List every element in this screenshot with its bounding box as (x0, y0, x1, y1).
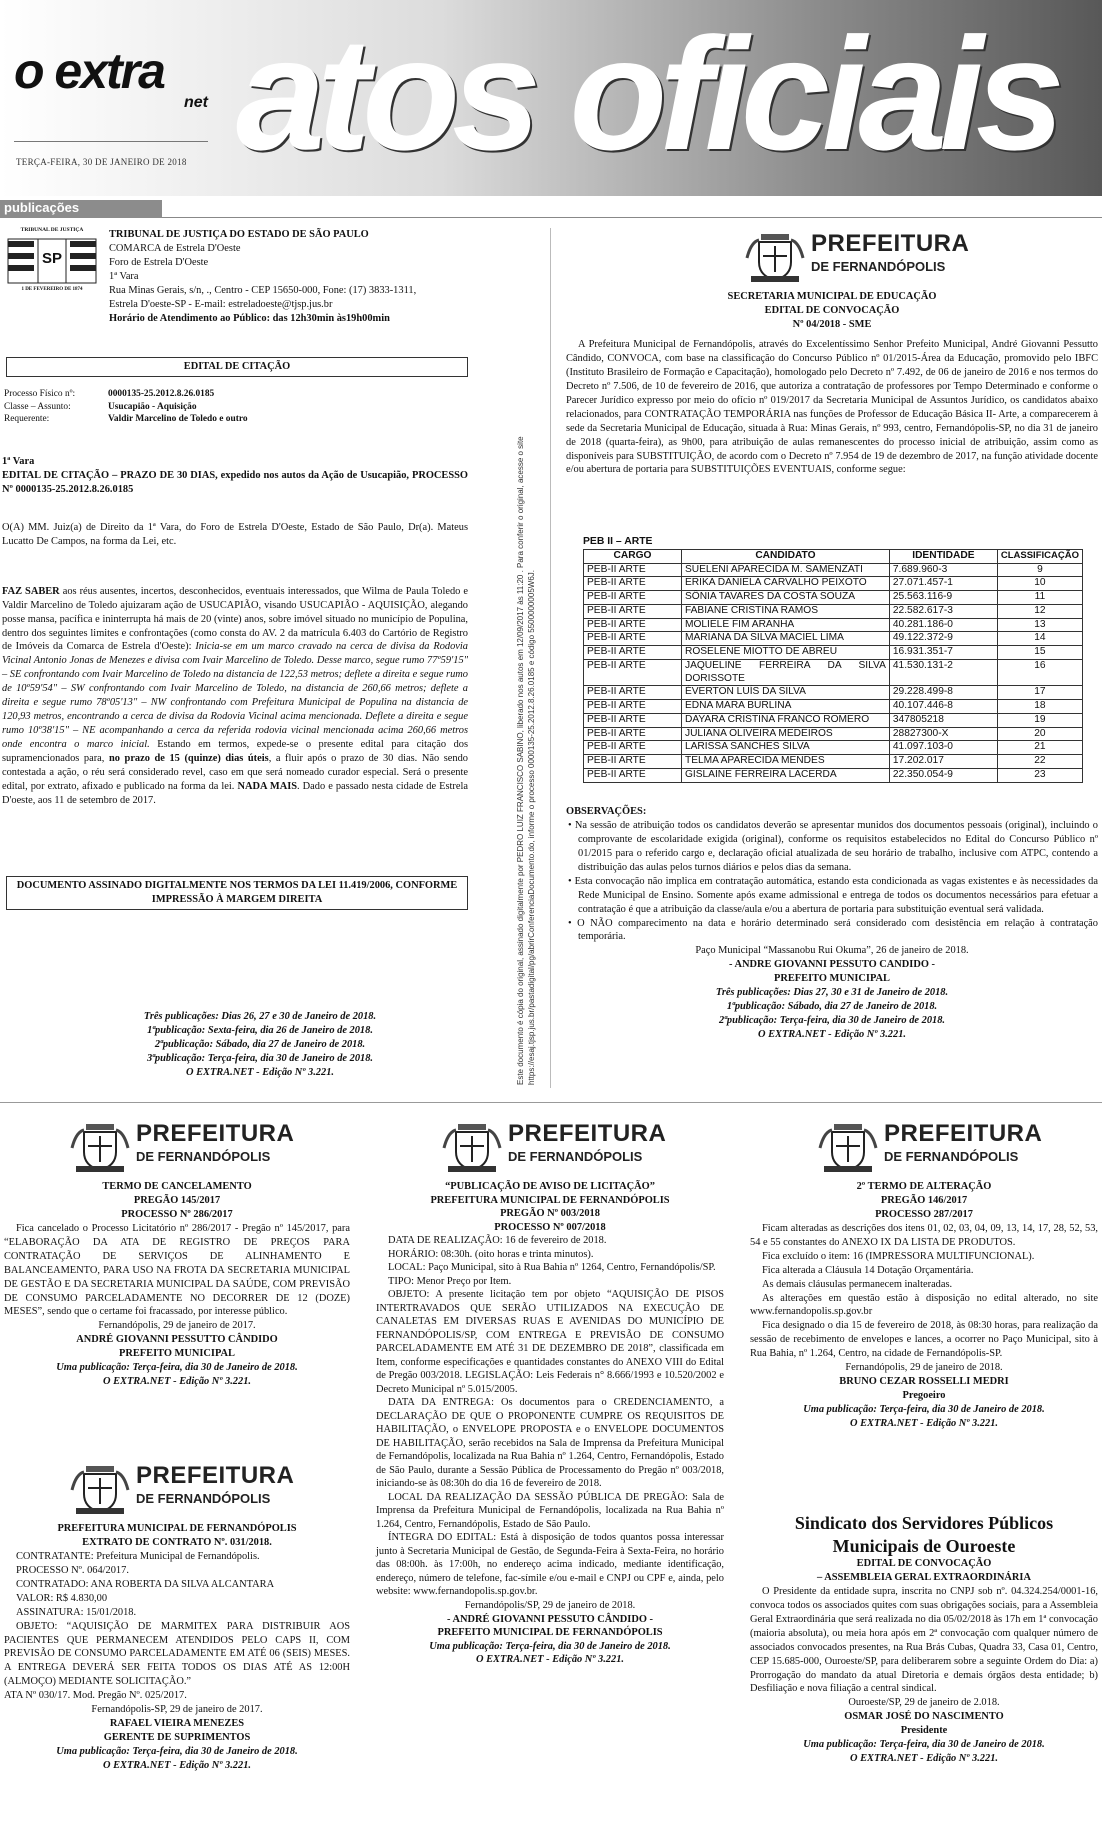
logo-title: PREFEITURA (508, 1120, 667, 1147)
court-seal (4, 227, 100, 303)
municipal-coat-of-arms-icon (70, 1118, 130, 1174)
cell-candidato: LARISSA SANCHES SILVA (681, 741, 889, 755)
court-hours: Horário de Atendimento ao Público: das 12h30min às19h00min (109, 312, 390, 324)
obs-item: • Na sessão de atribuição todos os candidatos deverão se apresentar munidos dos documentos pessoais (original), incluindo o comprovante de escolaridade exigida (original), conforme os requisitos estabelecidos no Edital do Concurso Público nº 01/2015 para o referido cargo e, declaração oficial atualizada de seu horário de trabalho, inclusive com ATPC, contendo a distribuição das aulas pelos turnos diários e pelos dias da semana. (568, 819, 1098, 873)
edital-heading: EDITAL DE CITAÇÃO – PRAZO DE 30 DIAS, expedido nos autos da Ação de Usucapião, PROCESSO Nº 0000135-25.2012.8.26.0185 (2, 469, 468, 495)
alter-p4: As demais cláusulas permanecem inalteradas. (762, 1278, 953, 1290)
cell-candidato: ERIKA DANIELA CARVALHO PEIXOTO (681, 577, 889, 591)
contract-contratado: CONTRATADO: ANA ROBERTA DA SILVA ALCANTARA (16, 1578, 275, 1590)
cell-classificacao: 14 (997, 632, 1082, 646)
section-rule (162, 217, 1102, 218)
licit-tipo: TIPO: Menor Preço por Item. (388, 1275, 512, 1287)
tj-publications (40, 1010, 480, 1080)
logo-subtitle: DE FERNANDÓPOLIS (811, 259, 946, 274)
union-title: Sindicato dos Servidores Públicos Municipais de Ouroeste (794, 1513, 1054, 1556)
licit-pub-1: Uma publicação: Terça-feira, dia 30 de Janeiro de 2018. (429, 1640, 671, 1652)
col-cargo: CARGO (584, 549, 682, 563)
col-candidato: CANDIDATO (681, 549, 889, 563)
cancel-pub-1: Uma publicação: Terça-feira, dia 30 de Janeiro de 2018. (56, 1362, 298, 1374)
obs-2: Esta convocação não implica em contratação automática, estando esta condicionada as vagas existentes e às necessidades da Rede Municipal de Ensino. Somente após exame admissional e entrega de todos os documentos necessários para efetuar a contratação é que a atribuição da classe/aula e/ou a abertura de portaria para substituição eventual será validada. (574, 875, 1098, 915)
cell-identidade: 17.202.017 (889, 755, 997, 769)
column-divider (550, 228, 551, 1088)
edital-title-box: EDITAL DE CITAÇÃO (6, 357, 468, 377)
judge-line: O(A) MM. Juiz(a) de Direito da 1ª Vara, do Foro de Estrela D'Oeste, Estado de São Paulo, Dr(a). Mateus Lucatto De Campos, na forma da Lei, etc. (2, 521, 468, 547)
licit-signature-role: PREFEITO MUNICIPAL DE FERNANDÓPOLIS (437, 1627, 663, 1639)
logo-subtitle: DE FERNANDÓPOLIS (508, 1149, 643, 1164)
edital-text-4: . Dado e passado nesta cidade de Estrela D'oeste, aos 11 de setembro de 2017. (2, 780, 468, 806)
cell-cargo: PEB-II ARTE (584, 646, 682, 660)
licit-local-sessao: LOCAL DA REALIZAÇÃO DA SESSÃO PÚBLICA DE PREGÃO: Sala de Imprensa da Prefeitura Municipal de Fernandópolis, localizada na Rua Bahia nº 1.264, Centro, Fernandópolis, Estado de São Paulo. (376, 1491, 724, 1530)
foro: Foro de Estrela D'Oeste (109, 256, 209, 268)
cancel-body: Fica cancelado o Processo Licitatório nº 286/2017 - Pregão nº 145/2017, para “ELABORAÇÃO DA ATA DE REGISTRO DE PREÇOS PARA CONTRATAÇÃO DE SERVIÇOS DE ALINHAMENTO E BALANCEAMENTO, PARA USO NA FROTA DA SECRETARIA MUNICIPAL DE GESTÃO E DA SECRETARIA MUNICIPAL DA SAÚDE, COM PREVISÃO DE CONSUMO PARCELADAMENTE NO DECORRER DE 12 (DOZE) MESES”, sendo que o certame foi fracassado, por interesse público. (4, 1222, 350, 1318)
cell-classificacao: 17 (997, 686, 1082, 700)
contract-signature-role: GERENTE DE SUPRIMENTOS (103, 1732, 251, 1744)
cancel-date: Fernandópolis, 29 de janeiro de 2017. (98, 1320, 256, 1332)
alter-signature-role: Pregoeiro (902, 1390, 946, 1402)
cell-candidato: TELMA APARECIDA MENDES (681, 755, 889, 769)
licit-objeto: OBJETO: A presente licitação tem por objeto “AQUISIÇÃO DE PISOS INTERTRAVADOS QUE SERÃO UTILIZADOS NA EXECUÇÃO DE CANALETAS EM DIVERSAS RUAS E AVENIDAS DO MUNICÍPIO DE FERNANDÓPOLIS/SP, COM ENTREGA E PREVISÃO DE CONSUMO PARCELADAMENTE EM ATÉ 31 DE DEZEMBRO DE 2018”, classificada em Item, conforme especificações e quantidades constantes do ANEXO VIII do Edital de Pregão 003/2018. LEGISLAÇÃO: Leis Federais n° 8.666/1993 e 10.520/2002 e Decreto Municipal nº 5.015/2005. (376, 1289, 724, 1395)
table-row (584, 700, 1083, 714)
licit-integra: ÍNTEGRA DO EDITAL: Está à disposição de todos quantos possa interessar junto à Secretaria Municipal de Gestão, de Segunda-Feira à Sexta-Feira, no horário das 08:00h. às 17:00h, no endereço acima indicado, mediante identificação, endereço, número de telefone, fac-símile e/ou e-mail e CNPJ ou CPF e, ainda, pelo website: www.fernandopolis.sp.gov.br. (376, 1532, 724, 1598)
section-tab (0, 200, 162, 218)
cell-candidato: ÉVERTON LUÍS DA SILVA (681, 686, 889, 700)
union-assembly: – ASSEMBLEIA GERAL EXTRAORDINÁRIA (817, 1571, 1031, 1583)
faz-saber: FAZ SABER (2, 585, 60, 597)
sme-number: Nº 04/2018 - SME (792, 318, 872, 330)
masthead-rule (14, 141, 208, 142)
alter-logo (818, 1118, 1058, 1176)
logo-title: PREFEITURA (136, 1120, 295, 1147)
cell-cargo: PEB-II ARTE (584, 659, 682, 686)
contract-pub-1: Uma publicação: Terça-feira, dia 30 de Janeiro de 2018. (56, 1746, 298, 1757)
cell-cargo: PEB-II ARTE (584, 755, 682, 769)
alter-date: Fernandópolis, 29 de janeiro de 2018. (845, 1362, 1003, 1374)
union-pub-1: Uma publicação: Terça-feira, dia 30 de Janeiro de 2018. (803, 1739, 1045, 1751)
table-row (584, 686, 1083, 700)
obs-title: OBSERVAÇÕES: (566, 806, 647, 817)
comarca: COMARCA de Estrela D'Oeste (109, 242, 241, 254)
col-classificacao: CLASSIFICAÇÃO (997, 549, 1082, 563)
candidates-table (583, 549, 1083, 783)
alter-notice (750, 1180, 1098, 1431)
table-row (584, 755, 1083, 769)
edital-text-1: aos réus ausentes, incertos, desconhecidos, eventuais interessados, que Wilma de Paula Toledo e Valdir Marcelino de Toledo ajuizaram ação de USUCAPIÃO, visando USUCAPIÃO - AQUISIÇÃO, alegando posse mansa, pacífica e ininterrupta há mais de 20 (vinte) anos, sobre imóvel situado no município de Populina, dentro dos seguintes limites e confrontações (como consta do AV. 2 da matrícula 6.403 do Cartório de Registro de Imóveis da Comarca de Estrela d'Oeste): (2, 585, 468, 653)
cell-identidade: 27.071.457-1 (889, 577, 997, 591)
licit-date: Fernandópolis/SP, 29 de janeiro de 2018. (464, 1599, 636, 1611)
cell-identidade: 25.563.116-9 (889, 591, 997, 605)
licit-logo (442, 1118, 682, 1176)
edital-boundaries: Inicia-se em um marco cravado na cerca de divisa da Rodovia Vicinal Antonio Jonas de Menezes e divisa com Ivair Marcelino de Toledo. Desse marco, segue rumo 77º59'15" – SE confrontando com Ivair Marcelino de Toledo na distancia de 122,53 metros; deflete a direita e segue rumo de 10º59'54" – SW confrontando com Ivair Marcelino de Toledo, na distancia de 260,66 metros; deflete a direita e segue rumo 78º05'13" – NW confrontando com Prefeitura Municipal de Populina na distancia de 120,93 metros, encontrando a cerca de divisa da Rodovia Vicinal acima mencionada. Deflete a direita e segue rumo 10º38'15" – NE acompanhando a cerca da referida rodovia vicinal mencionada acima 260,66 metros onde encontra o marco inicial. (2, 641, 468, 750)
brand-net: net (184, 94, 208, 111)
table-row (584, 577, 1083, 591)
cell-classificacao: 13 (997, 618, 1082, 632)
cell-classificacao: 16 (997, 659, 1082, 686)
municipal-coat-of-arms-icon (70, 1460, 130, 1516)
sme-pub-2: 1ªpublicação: Sábado, dia 27 de Janeiro de 2018. (726, 1001, 938, 1013)
table-body (584, 563, 1083, 782)
cell-identidade: 40.281.186-0 (889, 618, 997, 632)
masthead (0, 0, 1102, 196)
cell-candidato: DAYARA CRISTINA FRANCO ROMERO (681, 713, 889, 727)
sme-table-block (583, 535, 1083, 783)
sme-pub-1: Três publicações: Dias 27, 30 e 31 de Janeiro de 2018. (715, 987, 949, 999)
cell-cargo: PEB-II ARTE (584, 591, 682, 605)
alter-title: 2º TERMO DE ALTERAÇÃO (856, 1181, 992, 1192)
process-value: 0000135-25.2012.8.26.0185 (108, 389, 215, 399)
table-row (584, 591, 1083, 605)
licit-title: “PUBLICAÇÃO DE AVISO DE LICITAÇÃO” (445, 1181, 655, 1192)
brand-logo: o extra (14, 43, 164, 99)
cancel-signature-name: ANDRÉ GIOVANNI PESSUTTO CÂNDIDO (76, 1334, 278, 1346)
alter-p3: Fica alterada a Cláusula 14 Dotação Orçamentária. (762, 1264, 974, 1276)
sme-body-text: A Prefeitura Municipal de Fernandópolis, através do Excelentíssimo Senhor Prefeito Municipal, André Giovanni Pessutto Cândido, CONVOCA, com base na classificação do Concurso Público nº 01/2015-Área da Educação, promovido pelo IBFC (Instituto Brasileiro de Formação e Capacitação), homologado pelo Decreto nº 7.492, de 06 de janeiro de 2016 e nos termos do Decreto nº 7.506, de 10 de fevereiro de 2016, que autoriza a contratação de professores por Tempo Determinado e conforme o Parecer Jurídico expresso por meio do ofício nº 019/2017 da Secretaria Municipal de Assuntos Jurídico, os candidatos abaixo relacionados, para CONTRATAÇÃO TEMPORÁRIA nas funções de Professor de Educação Básica II- Arte, a comparecerem à sede da Secretaria Municipal de Educação, situada à Rua: Minas Gerais, nº 993, centro, Fernandópolis-SP, no dia 31 de janeiro de 2018 (quarta-feira), as 9h00, para atribuição de aulas remanescentes do processo inicial de atribuição, assim como as disponíveis para SUBSTITUIÇÃO, de acordo com o Decreto nº 7.954 de 19 de dezembro de 2017, na função atividade docente e/ou abertura de portaria para SUBSTITUIÇÕES EVENTUAIS, conforme segue: (566, 339, 1098, 476)
table-row (584, 618, 1083, 632)
sme-table-title: PEB II – ARTE (583, 536, 653, 547)
municipal-coat-of-arms-icon (818, 1118, 878, 1174)
process-key: Processo Físico nº: (4, 389, 76, 399)
table-row (584, 604, 1083, 618)
edital-text-2: Estando em termos, expede-se o presente edital para citação dos supramencionados para, (2, 739, 468, 764)
contract-contratante: CONTRATANTE: Prefeitura Municipal de Fernandópolis. (16, 1550, 260, 1562)
alter-pregao: PREGÃO 146/2017 (880, 1194, 968, 1206)
cancel-logo (70, 1118, 310, 1176)
cancel-title: TERMO DE CANCELAMENTO (102, 1181, 252, 1192)
cell-classificacao: 23 (997, 768, 1082, 782)
cell-cargo: PEB-II ARTE (584, 563, 682, 577)
union-notice (750, 1512, 1098, 1766)
cell-candidato: EDNA MARA BURLINA (681, 700, 889, 714)
cell-classificacao: 18 (997, 700, 1082, 714)
cell-cargo: PEB-II ARTE (584, 741, 682, 755)
cell-candidato: FABIANE CRISTINA RAMOS (681, 604, 889, 618)
cancel-signature-role: PREFEITO MUNICIPAL (119, 1348, 235, 1360)
sme-signature-role: PREFEITO MUNICIPAL (774, 973, 890, 985)
process-info (4, 388, 464, 426)
cell-candidato: JULIANA OLIVEIRA MEDEIROS (681, 727, 889, 741)
edital-deadline: no prazo de 15 (quinze) dias úteis (108, 752, 269, 764)
cell-identidade: 22.582.617-3 (889, 604, 997, 618)
contract-assinatura: ASSINATURA: 15/01/2018. (16, 1606, 137, 1618)
contract-ata: ATA Nº 030/17. Mod. Pregão Nº. 025/2017. (4, 1690, 187, 1702)
masthead-title: atos oficiais (236, 4, 1057, 183)
class-value: Usucapião - Aquisição (108, 401, 197, 412)
cell-candidato: GISLAINE FERREIRA LACERDA (681, 768, 889, 782)
alter-pub-1: Uma publicação: Terça-feira, dia 30 de Janeiro de 2018. (803, 1404, 1045, 1415)
tj-pub-1: Três publicações: Dias 26, 27 e 30 de Janeiro de 2018. (143, 1011, 377, 1022)
contract-processo: PROCESSO Nº. 064/2017. (16, 1564, 129, 1576)
cell-identidade: 7.689.960-3 (889, 563, 997, 577)
municipal-coat-of-arms-icon (442, 1118, 502, 1174)
cell-identidade: 29.228.499-8 (889, 686, 997, 700)
plaintiff-value: Valdir Marcelino de Toledo e outro (108, 414, 248, 425)
contract-pub-2: O EXTRA.NET - Edição Nº 3.221. (102, 1759, 251, 1771)
tj-pub-2: 1ªpublicação: Sexta-feira, dia 26 de Janeiro de 2018. (147, 1024, 373, 1036)
logo-title: PREFEITURA (811, 230, 970, 257)
sme-heading (566, 290, 1098, 332)
seal-monogram: SP (41, 250, 62, 267)
licit-processo: PROCESSO Nº 007/2018 (494, 1221, 606, 1233)
nada-mais: NADA MAIS (237, 780, 298, 792)
cell-cargo: PEB-II ARTE (584, 700, 682, 714)
cancel-processo: PROCESSO Nº 286/2017 (121, 1208, 233, 1220)
alter-signature-name: BRUNO CEZAR ROSSELLI MEDRI (839, 1376, 1009, 1388)
cell-classificacao: 11 (997, 591, 1082, 605)
alter-processo: PROCESSO 287/2017 (875, 1208, 973, 1220)
cell-cargo: PEB-II ARTE (584, 618, 682, 632)
logo-title: PREFEITURA (136, 1462, 295, 1489)
sme-body (566, 338, 1098, 477)
sme-logo (745, 228, 985, 286)
logo-subtitle: DE FERNANDÓPOLIS (136, 1491, 271, 1506)
cell-candidato: MARIANA DA SILVA MACIEL LIMA (681, 632, 889, 646)
vara-label: 1ª Vara (2, 456, 35, 467)
cell-classificacao: 10 (997, 577, 1082, 591)
sme-observations (566, 805, 1098, 1042)
obs-item: • O NÃO comparecimento na data e horário determinado será considerado com desistência em relação à contratação temporária. (568, 917, 1098, 943)
table-row (584, 632, 1083, 646)
cell-cargo: PEB-II ARTE (584, 727, 682, 741)
cell-classificacao: 20 (997, 727, 1082, 741)
cancel-notice (4, 1180, 350, 1389)
sme-signature-name: - ANDRE GIOVANNI PESSUTO CANDIDO - (728, 959, 935, 971)
alter-pub-2: O EXTRA.NET - Edição Nº 3.221. (849, 1417, 998, 1429)
logo-subtitle: DE FERNANDÓPOLIS (884, 1149, 1019, 1164)
cell-candidato: MOLIELE FIM ARANHA (681, 618, 889, 632)
cell-identidade: 347805218 (889, 713, 997, 727)
tj-pub-3: 2ªpublicação: Sábado, dia 27 de Janeiro de 2018. (154, 1038, 366, 1050)
union-pub-2: O EXTRA.NET - Edição Nº 3.221. (849, 1753, 998, 1765)
alter-p1: Ficam alteradas as descrições dos itens 01, 02, 03, 04, 09, 13, 14, 17, 28, 52, 53, 54 e 55 constantes do ANEXO IX DA LISTA DE PRODUTOS. (750, 1222, 1098, 1248)
union-date: Ouroeste/SP, 29 de janeiro de 2.018. (848, 1697, 1000, 1709)
contract-title: EXTRATO DE CONTRATO Nº. 031/2018. (82, 1536, 272, 1548)
cell-classificacao: 21 (997, 741, 1082, 755)
plaintiff-key: Requerente: (4, 414, 50, 425)
cell-classificacao: 12 (997, 604, 1082, 618)
union-edital: EDITAL DE CONVOCAÇÃO (856, 1558, 992, 1569)
contract-objeto: OBJETO: “AQUISIÇÃO DE MARMITEX PARA DISTRIBUIR AOS PACIENTES QUE PERMANECEM ATENDIDOS PELO CAPS II, COM PREVISÃO DE CONSUMO PARCELADAMENTE EM ATÉ 06 (SEIS) MESES. A ENTREGA DEVERÁ SER FEITA TODOS OS DIAS ATÉ AS 12:00H (ALMOÇO) MEDIANTE SOLICITAÇÃO.” (4, 1620, 350, 1688)
court-name: TRIBUNAL DE JUSTIÇA DO ESTADO DE SÃO PAULO (109, 229, 369, 240)
cell-identidade: 16.931.351-7 (889, 646, 997, 660)
cell-identidade: 22.350.054-9 (889, 768, 997, 782)
court-header (109, 228, 469, 326)
edital-text-3: , a fluir após o prazo de 30 dias. Não sendo contestada a ação, o réu será considerado revel, caso em que será nomeado curador especial. Será o presente edital, por extrato, afixado e publicado na forma da lei. (2, 752, 468, 792)
licit-horario: HORÁRIO: 08:30h. (oito horas e trinta minutos). (388, 1248, 594, 1260)
court-address: Rua Minas Gerais, s/n, ., Centro - CEP 15650-000, Fone: (17) 3833-1311, (109, 284, 417, 296)
cell-identidade: 28827300-X (889, 727, 997, 741)
licit-org: PREFEITURA MUNICIPAL DE FERNANDÓPOLIS (430, 1194, 670, 1206)
cell-identidade: 49.122.372-9 (889, 632, 997, 646)
obs-item: • Esta convocação não implica em contratação automática, estando esta condicionada as vagas existentes e às necessidades da Rede Municipal de Ensino. Somente após exame admissional e entrega de todos os documentos necessários para efetuar a contratação é que a atribuição da classe/aula e/ou a abertura de portaria para substituição eventual será validada. (568, 875, 1098, 915)
col-identidade: IDENTIDADE (889, 549, 997, 563)
sme-secretariat: SECRETARIA MUNICIPAL DE EDUCAÇÃO (727, 291, 937, 302)
cell-candidato: JAQUELINE FERREIRA DA SILVA DORISSOTE (681, 659, 889, 686)
cell-cargo: PEB-II ARTE (584, 604, 682, 618)
cell-identidade: 41.097.103-0 (889, 741, 997, 755)
obs-3: O NÃO comparecimento na data e horário determinado será considerado com desistência em relação à contratação temporária. (577, 917, 1098, 943)
seal-bottom-text: 1 DE FEVEREIRO DE 1874 (21, 287, 83, 292)
cell-classificacao: 15 (997, 646, 1082, 660)
union-signature-role: Presidente (900, 1725, 948, 1737)
table-row (584, 563, 1083, 577)
cell-classificacao: 22 (997, 755, 1082, 769)
licit-data: DATA DE REALIZAÇÃO: 16 de fevereiro de 2018. (388, 1235, 607, 1247)
union-signature-name: OSMAR JOSÉ DO NASCIMENTO (844, 1711, 1004, 1723)
issue-date: TERÇA-FEIRA, 30 DE JANEIRO DE 2018 (16, 157, 187, 167)
court-email: Estrela D'oeste-SP - E-mail: estreladoeste@tjsp.jus.br (109, 298, 333, 310)
union-body: O Presidente da entidade supra, inscrita no CNPJ sob nº. 04.324.254/0001-16, convoca todos os associados quites com suas obrigações sociais, para a Assembleia Geral Extraordinária que será realizada no dia 05/02/2018 às 17h em 1ª convocação (maioria absoluta), ou meia hora após em 2ª convocação com qualquer número de associados convocados presentes, na Rua Brás Cubas, Quadra 33, Casa 01, Centro, CEP 15.685-000, Ouroeste/SP, para deliberarem sobre a seguinte Ordem do Dia: a) Prorrogação do mandato da atual Diretoria e demais órgãos desta entidade; b) Desfiliação e nova filiação a central sindical. (750, 1585, 1098, 1695)
digital-signature-margin-note: Este documento é cópia do original, assinado digitalmente por PEDRO LUIZ FRANCISCO SABINO, liberado nos autos em 12/09/2017 às 11:20 . Para conferir o original, acesse o site https://esaj.tjsp.jus.br/pastadigital/pg/abrirConferenciaDocumento.do, informe o processo 0000135-25.2012.8.26.0185 e código 5500000005W6J. (516, 436, 536, 1085)
table-row (584, 727, 1083, 741)
table-header-row (584, 549, 1083, 563)
sme-edital: EDITAL DE CONVOCAÇÃO (764, 304, 900, 316)
licit-entrega: DATA DA ENTREGA: Os documentos para o CREDENCIAMENTO, a DECLARAÇÃO DE QUE O PROPONENTE CUMPRE OS REQUISITOS DE HABILITAÇÃO, o ENVELOPE PROPOSTA e o ENVELOPE DOCUMENTOS DE HABILITAÇÃO, serão recebidos na Sala de Imprensa da Prefeitura Municipal de Fernandópolis, localizada na Rua Bahia nº 1.264, Centro, Fernandópolis, Estado de São Paulo, durante a Sessão Pública de Processamento do Pregão nº 003/2018, iniciando-se às 08:30h do dia 16 de fevereiro de 2018. (376, 1397, 724, 1490)
edital-body (2, 455, 468, 808)
contract-org: PREFEITURA MUNICIPAL DE FERNANDÓPOLIS (57, 1523, 297, 1534)
table-row (584, 646, 1083, 660)
table-row (584, 741, 1083, 755)
section-label: publicações (4, 200, 80, 215)
cancel-pregao: PREGÃO 145/2017 (133, 1194, 221, 1206)
cell-identidade: 40.107.446-8 (889, 700, 997, 714)
table-row (584, 659, 1083, 686)
licit-pub-2: O EXTRA.NET - Edição Nº 3.221. (475, 1654, 624, 1666)
cell-classificacao: 19 (997, 713, 1082, 727)
alter-p5: As alterações em questão estão à disposição no edital alterado, no site www.fernandopolis.sp.gov.br (750, 1292, 1098, 1318)
tj-pub-5: O EXTRA.NET - Edição Nº 3.221. (185, 1066, 334, 1078)
licit-pregao: PREGÃO Nº 003/2018 (500, 1208, 600, 1220)
cell-candidato: ROSELENE MIOTTO DE ABREU (681, 646, 889, 660)
class-key: Classe – Assunto: (4, 401, 71, 412)
logo-subtitle: DE FERNANDÓPOLIS (136, 1149, 271, 1164)
logo-title: PREFEITURA (884, 1120, 1043, 1147)
contract-signature-name: RAFAEL VIEIRA MENEZES (109, 1718, 245, 1730)
contract-valor: VALOR: R$ 4.830,00 (16, 1592, 108, 1604)
alter-p6: Fica designado o dia 15 de fevereiro de 2018, às 08:30 horas, para realização da sessão de recebimento de envelopes e lances, a ocorrer no Paço Municipal, sito à Rua Bahia, nº 1.264, Centro, na cidade de Fernandópolis-SP. (750, 1320, 1098, 1360)
cell-cargo: PEB-II ARTE (584, 686, 682, 700)
alter-p2: Fica excluído o item: 16 (IMPRESSORA MULTIFUNCIONAL). (762, 1250, 1035, 1262)
cell-cargo: PEB-II ARTE (584, 577, 682, 591)
seal-top-text: TRIBUNAL DE JUSTIÇA (20, 227, 84, 233)
tj-pub-4: 3ªpublicação: Terça-feira, dia 30 de Janeiro de 2018. (146, 1052, 374, 1064)
cell-cargo: PEB-II ARTE (584, 713, 682, 727)
digital-signature-box: DOCUMENTO ASSINADO DIGITALMENTE NOS TERMOS DA LEI 11.419/2006, CONFORME IMPRESSÃO À MARGEM DIREITA (6, 876, 468, 910)
cell-cargo: PEB-II ARTE (584, 632, 682, 646)
cancel-pub-2: O EXTRA.NET - Edição Nº 3.221. (102, 1376, 251, 1388)
cell-classificacao: 9 (997, 563, 1082, 577)
contract-date: Fernandópolis-SP, 29 de janeiro de 2017. (91, 1704, 263, 1716)
vara: 1ª Vara (109, 270, 139, 282)
sme-paco: Paço Municipal “Massanobu Rui Okuma”, 26 de janeiro de 2018. (695, 945, 969, 957)
sme-pub-3: 2ªpublicação: Terça-feira, dia 30 de Janeiro de 2018. (718, 1015, 946, 1027)
contract-logo (70, 1460, 310, 1518)
cell-cargo: PEB-II ARTE (584, 768, 682, 782)
municipal-coat-of-arms-icon (745, 228, 805, 284)
sme-pub-4: O EXTRA.NET - Edição Nº 3.221. (757, 1029, 906, 1040)
table-row (584, 713, 1083, 727)
licit-notice (376, 1180, 724, 1667)
cell-identidade: 41.530.131-2 (889, 659, 997, 686)
licit-signature-name: - ANDRÉ GIOVANNI PESSUTO CÂNDIDO - (446, 1613, 653, 1625)
cell-candidato: SUELENI APARECIDA M. SAMENZATI (681, 563, 889, 577)
contract-extract (4, 1522, 350, 1773)
licit-local: LOCAL: Paço Municipal, sito à Rua Bahia nº 1264, Centro, Fernandópolis/SP. (388, 1262, 716, 1274)
cell-candidato: SÔNIA TAVARES DA COSTA SOUZA (681, 591, 889, 605)
obs-1: Na sessão de atribuição todos os candidatos deverão se apresentar munidos dos documentos pessoais (original), incluindo o comprovante de escolaridade exigida (original), conforme os requisitos estabelecidos no Edital do Concurso Público nº 01/2015 para o referido cargo e, declaração oficial atualizada de seu horário de trabalho, inclusive com ATPC, contendo a distribuição das aulas pelos turnos diários e pelos dias da semana. (574, 819, 1098, 873)
table-row (584, 768, 1083, 782)
fold-rule (0, 1102, 1102, 1103)
